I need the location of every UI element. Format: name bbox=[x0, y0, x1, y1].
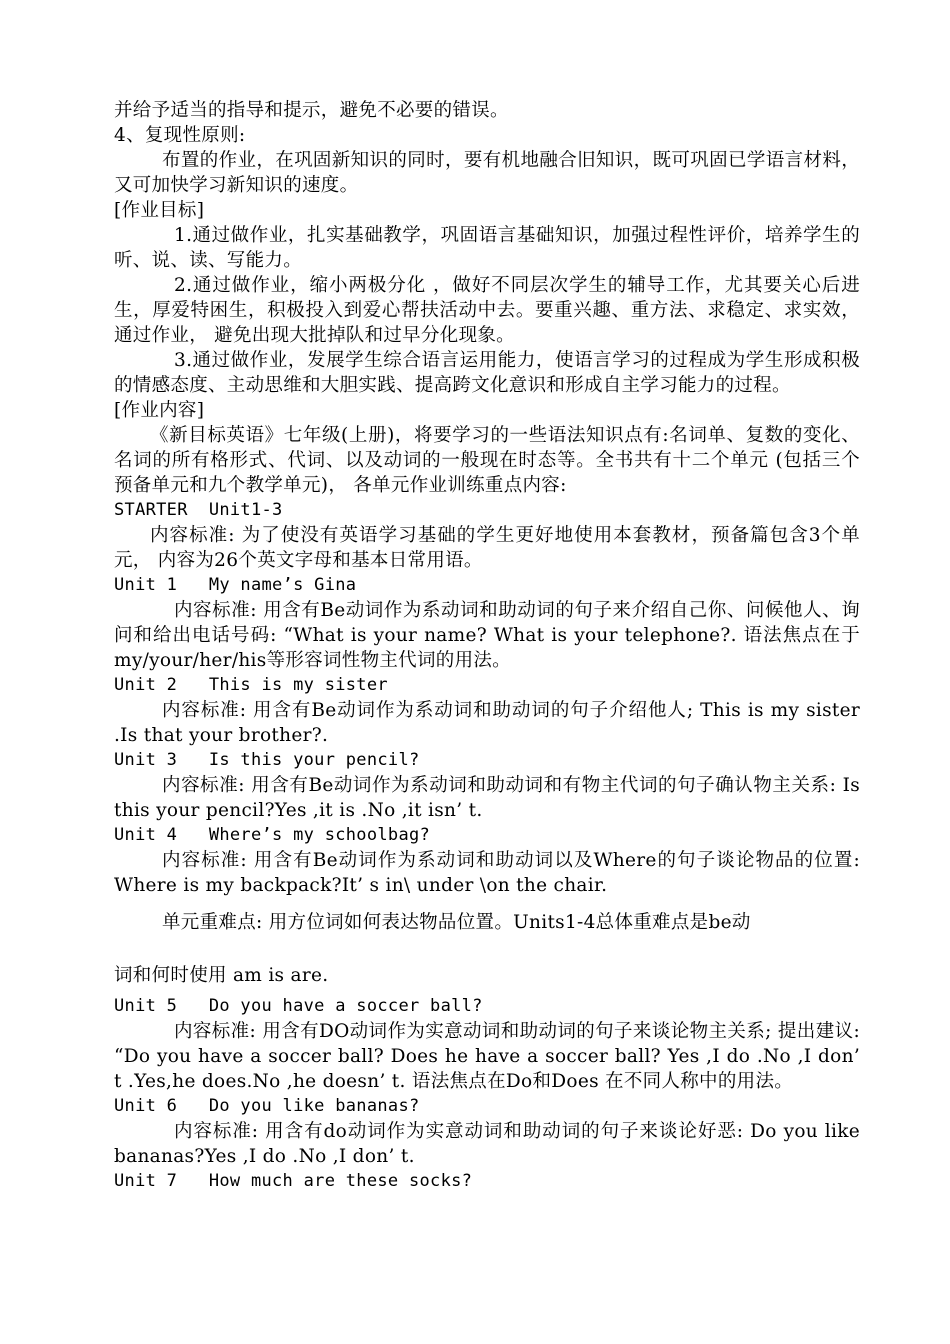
paragraph-unit-5-standard: 内容标准: 用含有DO动词作为实意动词和助动词的句子来谈论物主关系; 提出建议: “Do you have a soccer ball? Does he have a soccer ball? Yes ,I do .No ,I don’ t .Yes,he does.No ,he doesn’ t. 语法焦点在Do和Does 在不同人称中的用法。 bbox=[114, 1021, 860, 1092]
heading-review-principle: 4、复现性原则: bbox=[114, 125, 246, 146]
paragraph-unit-3-standard: 内容标准: 用含有Be动词作为系动词和助动词和有物主代词的句子确认物主关系: Is this your pencil?Yes ,it is .No ,it isn’ t. bbox=[114, 775, 860, 821]
paragraph-goal-2: 2.通过做作业，缩小两极分化 ，做好不同层次学生的辅导工作，尤其要关心后进生，厚爱特困生，积极投入到爱心帮扶活动中去。要重兴趣、重方法、求稳定、求实效， 通过作业， 避免出现大批掉队和过早分化现象。 bbox=[114, 275, 860, 346]
unit-heading-starter: STARTER Unit1-3 bbox=[114, 500, 283, 520]
unit-heading-1: Unit 1 My name’s Gina bbox=[114, 575, 357, 595]
unit-heading-6: Unit 6 Do you like bananas? bbox=[114, 1096, 420, 1116]
unit-heading-4: Unit 4 Where’s my schoolbag? bbox=[114, 825, 431, 845]
paragraph-unit-4-standard: 内容标准: 用含有Be动词作为系动词和助动词以及Where的句子谈论物品的位置: Where is my backpack?It’ s in\ under \on the chair. bbox=[114, 850, 860, 896]
heading-homework-content: [作业内容] bbox=[114, 400, 205, 421]
paragraph-starter-standard: 内容标准: 为了使没有英语学习基础的学生更好地使用本套教材，预备篇包含3个单元， 内容为26个英文字母和基本日常用语。 bbox=[114, 525, 860, 571]
paragraph-key-difficulty-cont: 词和何时使用 am is are. bbox=[114, 965, 329, 986]
unit-heading-2: Unit 2 This is my sister bbox=[114, 675, 388, 695]
unit-heading-3: Unit 3 Is this your pencil? bbox=[114, 750, 420, 770]
paragraph-unit-6-standard: 内容标准: 用含有do动词作为实意动词和助动词的句子来谈论好恶: Do you like bananas?Yes ,I do .No ,I don’ t. bbox=[114, 1121, 860, 1167]
paragraph-unit-2-standard: 内容标准: 用含有Be动词作为系动词和助动词的句子介绍他人; This is my sister .Is that your brother?. bbox=[114, 700, 860, 746]
paragraph-goal-3: 3.通过做作业，发展学生综合语言运用能力，使语言学习的过程成为学生形成积极的情感态度、主动思维和大胆实践、提高跨文化意识和形成自主学习能力的过程。 bbox=[114, 350, 860, 396]
paragraph-goal-1: 1.通过做作业，扎实基础教学，巩固语言基础知识，加强过程性评价，培养学生的听、说、读、写能力。 bbox=[114, 225, 860, 271]
unit-heading-7: Unit 7 How much are these socks? bbox=[114, 1171, 473, 1191]
paragraph-content-overview: 《新目标英语》七年级(上册)，将要学习的一些语法知识点有:名词单、复数的变化、名词的所有格形式、代词、以及动词的一般现在时态等。全书共有十二个单元 (包括三个预备单元和九个教学单元)， 各单元作业训练重点内容: bbox=[114, 425, 860, 496]
paragraph-unit-1-standard: 内容标准: 用含有Be动词作为系动词和助动词的句子来介绍自己你、问候他人、询问和给出电话号码: “What is your name? What is your telephone?. 语法焦点在于my/your/her/his等形容词性物主代词的用法。 bbox=[114, 600, 860, 671]
paragraph-key-difficulty: 单元重难点: 用方位词如何表达物品位置。Units1-4总体重难点是be动 bbox=[162, 912, 751, 933]
heading-homework-goals: [作业目标] bbox=[114, 200, 205, 221]
paragraph-intro-tail: 并给予适当的指导和提示，避免不必要的错误。 bbox=[114, 100, 509, 121]
paragraph-review-principle: 布置的作业，在巩固新知识的同时，要有机地融合旧知识，既可巩固已学语言材料， 又可加快学习新知识的速度。 bbox=[114, 150, 860, 196]
unit-heading-5: Unit 5 Do you have a soccer ball? bbox=[114, 996, 483, 1016]
document-page bbox=[114, 98, 860, 1194]
